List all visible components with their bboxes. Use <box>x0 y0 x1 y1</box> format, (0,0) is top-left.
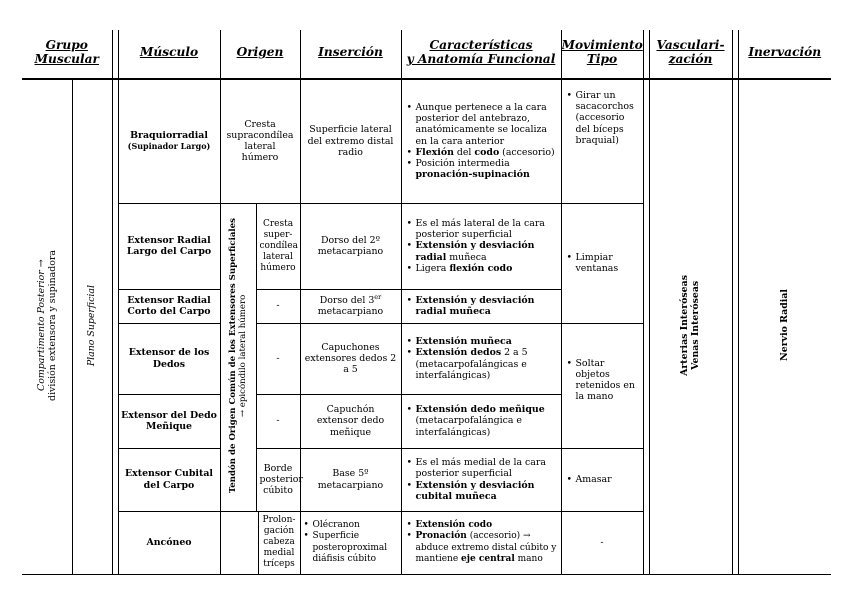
header-origen: Origen <box>220 30 300 79</box>
movement-cell: - <box>561 511 643 574</box>
insertion-cell: • Olécranon • Superficie posteroproximal diáfisis cúbito <box>300 511 401 574</box>
insertion-cell: Dorso del 3er metacarpiano <box>300 289 401 323</box>
header-movimiento: Movimiento Tipo <box>561 30 643 79</box>
features-cell: • Extensión muñeca • Extensión dedos 2 a 5 (metacarpofalángicas e interfalángicas) <box>401 323 561 394</box>
header-grupo: Grupo Muscular <box>22 30 112 79</box>
origin-cell: Prolon-gación cabeza medial tríceps <box>220 511 300 574</box>
features-cell: • Aunque pertenece a la cara posterior del antebrazo, anatómicamente se localiza en la cara anterior • Flexión del codo (accesorio) • Posición intermedia pronación-supinación <box>401 79 561 203</box>
features-cell: • Es el más medial de la cara posterior superficial • Extensión y desviación cubital muñeca <box>401 448 561 511</box>
origin-cell: Borde posterior cúbito <box>256 448 300 511</box>
muscle-name: Extensor Radial Largo del Carpo <box>118 203 220 289</box>
origin-cell: Cresta supracondílea lateral húmero <box>220 79 300 203</box>
muscle-table <box>22 30 831 575</box>
movement-cell: • Limpiar ventanas <box>561 203 643 323</box>
insertion-cell: Capuchones extensores dedos 2 a 5 <box>300 323 401 394</box>
plane-cell: Plano Superficial <box>72 79 112 574</box>
nerve-cell: Nervio Radial <box>738 79 831 574</box>
table-row <box>22 79 831 203</box>
insertion-cell: Base 5º metacarpiano <box>300 448 401 511</box>
header-insercion: Inserción <box>300 30 401 79</box>
movement-cell: • Soltar objetos retenidos en la mano <box>561 323 643 448</box>
muscle-name: Extensor del Dedo Meñique <box>118 394 220 448</box>
header-musculo: Músculo <box>118 30 220 79</box>
compartment-cell: Compartimento Posterior → división extensora y supinadora <box>22 79 72 574</box>
insertion-cell: Superficie lateral del extremo distal radio <box>300 79 401 203</box>
movement-cell: • Amasar <box>561 448 643 511</box>
vascular-cell: Arterias Interóseas Venas Interóseas <box>649 79 732 574</box>
features-cell: • Extensión codo • Pronación (accesorio) → abduce extremo distal cúbito y mantiene eje central mano <box>401 511 561 574</box>
origin-cell: Cresta super-condílea lateral húmero <box>256 203 300 289</box>
muscle-name: Extensor de los Dedos <box>118 323 220 394</box>
muscle-name: Extensor Radial Corto del Carpo <box>118 289 220 323</box>
header-caracteristicas: Características y Anatomía Funcional <box>401 30 561 79</box>
muscle-name: Extensor Cubital del Carpo <box>118 448 220 511</box>
movement-cell: • Girar un sacacorchos (accesorio del bíceps braquial) <box>561 79 643 203</box>
origin-cell: - <box>256 394 300 448</box>
origin-cell: - <box>256 289 300 323</box>
insertion-cell: Capuchón extensor dedo meñique <box>300 394 401 448</box>
header-row <box>22 30 831 79</box>
header-inervacion: Inervación <box>738 30 831 79</box>
common-tendon-cell: Tendón de Origen Común de los Extensores Superficiales → epicóndilo lateral húmero <box>220 203 256 511</box>
origin-cell: - <box>256 323 300 394</box>
muscle-name: Ancóneo <box>118 511 220 574</box>
muscle-name: Braquiorradial (Supinador Largo) <box>118 79 220 203</box>
header-vascularizacion: Vasculari- zación <box>649 30 732 79</box>
features-cell: • Es el más lateral de la cara posterior superficial • Extensión y desviación radial muñeca • Ligera flexión codo <box>401 203 561 289</box>
features-cell: • Extensión dedo meñique (metacarpofalángica e interfalángicas) <box>401 394 561 448</box>
insertion-cell: Dorso del 2º metacarpiano <box>300 203 401 289</box>
features-cell: • Extensión y desviación radial muñeca <box>401 289 561 323</box>
